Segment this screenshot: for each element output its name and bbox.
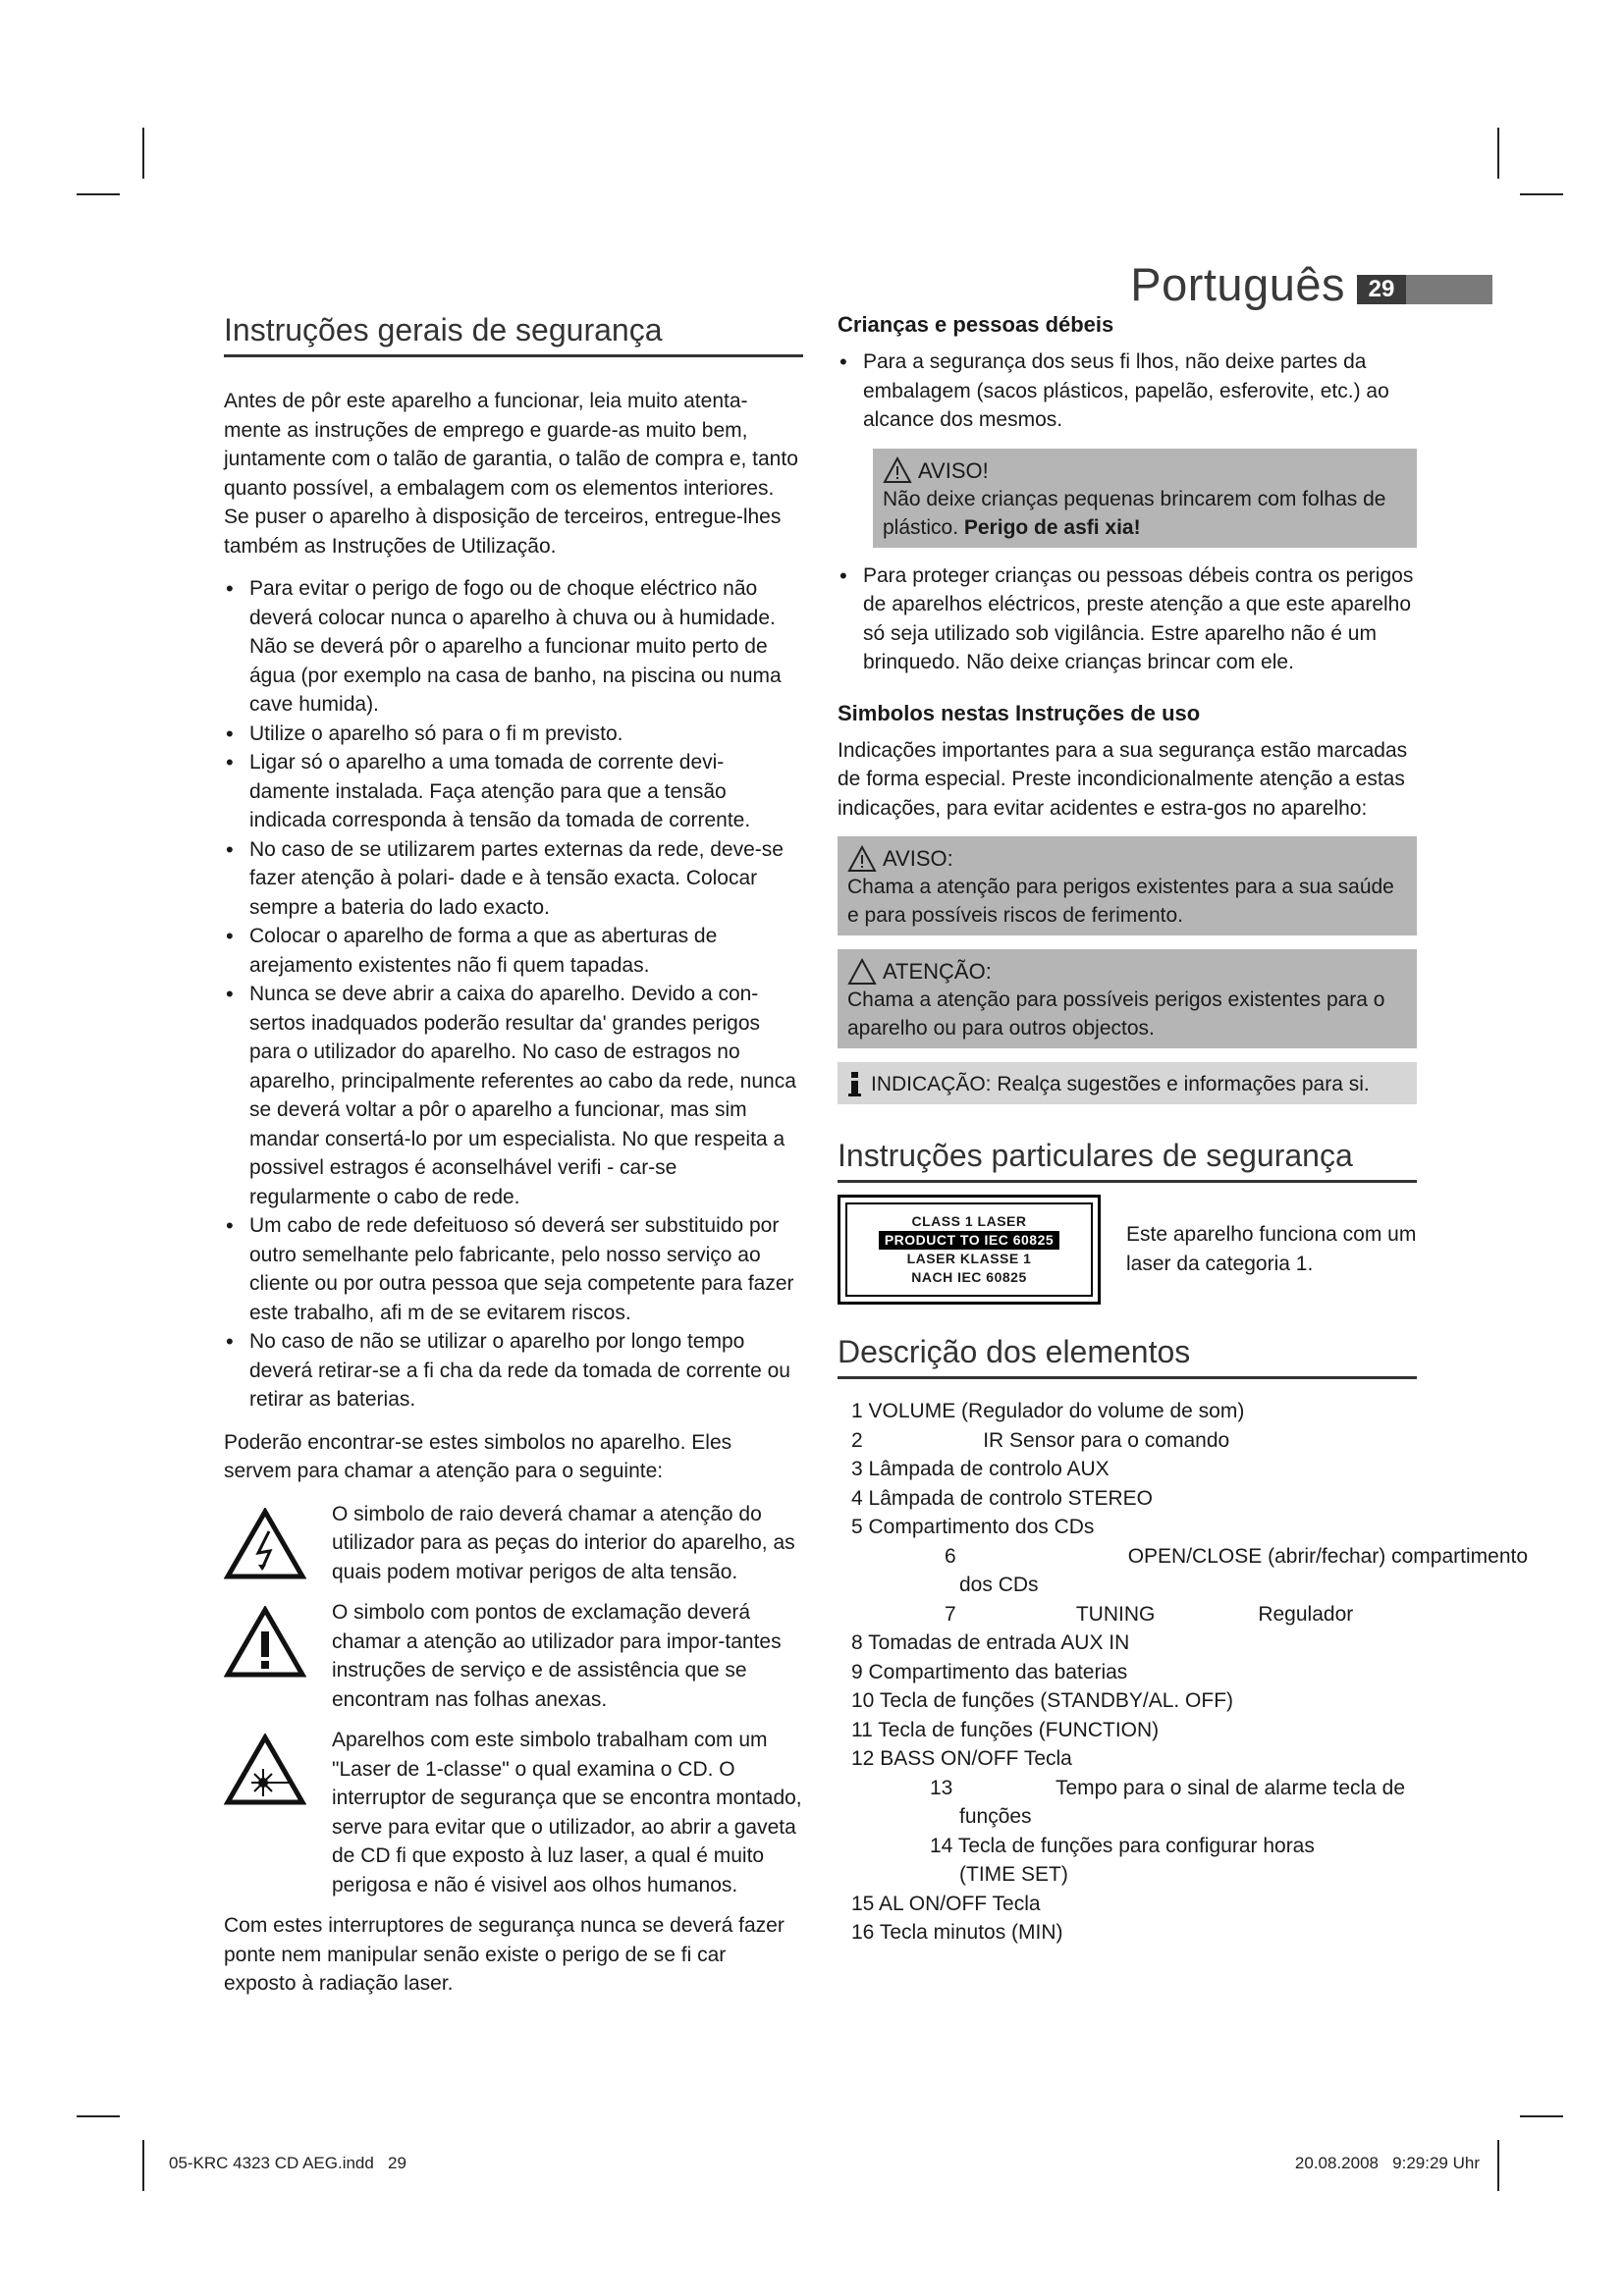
list-item: • No caso de não se utilizar o aparelho por longo tempo deverá retirar-se a fi cha da rede da tomada de corrente ou retirar as baterias. [224, 1327, 803, 1415]
list-item: 10 Tecla de funções (STANDBY/AL. OFF) [851, 1689, 1234, 1712]
list-item: • Ligar só o aparelho a uma tomada de corrente devi-damente instalada. Faça atenção para que a tensão indicada corresponda à tensão da tomada de corrente. [224, 748, 803, 835]
symbol-exclamation-row [224, 1598, 803, 1714]
list-item: 3 Lâmpada de controlo AUX [851, 1458, 1110, 1480]
general-safety-title: Instruções gerais de segurança [224, 312, 803, 357]
list-item: funções [959, 1805, 1032, 1828]
laser-warning-icon [224, 1726, 314, 1899]
footer-file-name: 05-KRC 4323 CD AEG.indd 29 [169, 2154, 406, 2172]
intro-paragraph: Antes de pôr este aparelho a funcionar, leia muito atenta-mente as instruções de emprego e guarde-as muito bem, juntamente com o talão de garantia, o talão de compra e, tanto quanto possível, a embalagem com os elementos interiores. Se puser o aparelho à disposição de terceiros, entregue-lhes também as Instruções de Utilização. [224, 390, 798, 558]
list-item: dos CDs [959, 1574, 1039, 1596]
laser-class-label [838, 1195, 1101, 1305]
list-item: 4 Lâmpada de controlo STEREO [851, 1486, 1154, 1510]
list-item: • Utilize o aparelho só para o fi m previsto. [224, 720, 803, 749]
children-bullets [838, 347, 1417, 435]
list-item: • Um cabo de rede defeituoso só deverá ser substituido por outro semelhante pelo fabricante, pelo nosso serviço ao cliente ou por outra pessoa que seja competente para fazer este trabalho, afi m de se evitarem riscos. [224, 1211, 803, 1327]
right-column [838, 312, 1529, 1948]
list-item: 14 Tecla de funções para configurar horas [930, 1834, 1315, 1857]
list-item: 1 VOLUME (Regulador do volume de som) [851, 1400, 1245, 1422]
list-item: • Para proteger crianças ou pessoas débeis contra os perigos de aparelhos eléctricos, preste atenção a que este aparelho só seja utilizado sob vigilância. Estre aparelho não é um brinquedo. Não deixe crianças brincar com ele. [838, 561, 1417, 677]
list-item: • Nunca se deve abrir a caixa do aparelho. Devido a con-sertos inadquados poderão resultar da' grandes perigos para o utilizador do aparelho. No caso de estragos no aparelho, principalmente referentes ao cabo da rede, nunca se deverá voltar a pôr o aparelho a funcionar, mas sim mandar consertá-lo por um especialista. No que respeita a possivel estragos é aconselhável verifi - car-se regularmente o cabo de rede. [224, 980, 803, 1211]
note-box [838, 1062, 1417, 1104]
list-item: 12 BASS ON/OFF Tecla [851, 1747, 1072, 1770]
list-item: 16 Tecla minutos (MIN) [851, 1921, 1063, 1944]
particular-safety-title: Instruções particulares de segurança [838, 1138, 1417, 1183]
list-item: (TIME SET) [959, 1863, 1068, 1886]
elements-list [851, 1397, 1529, 1948]
elements-title: Descrição dos elementos [838, 1334, 1417, 1379]
laser-label-line: PRODUCT TO IEC 60825 [879, 1231, 1059, 1250]
crop-mark [1497, 128, 1499, 179]
warning-title: AVISO: [883, 846, 953, 871]
warning-header [883, 456, 1407, 485]
warning-title: AVISO! [918, 457, 989, 483]
list-item: • Colocar o aparelho de forma a que as aberturas de arejamento existentes não fi quem tapadas. [224, 922, 803, 980]
list-item: 11 Tecla de funções (FUNCTION) [851, 1718, 1160, 1741]
warning-box-health [838, 836, 1417, 935]
page-language-title: Português [1130, 258, 1345, 310]
caution-header [847, 957, 1407, 986]
crop-mark [77, 2115, 120, 2117]
page-number: 29 [1357, 275, 1406, 304]
lightning-warning-icon [224, 1500, 314, 1587]
children-bullets-2 [838, 561, 1417, 677]
list-item: 13 Tempo para o sinal de alarme tecla de [930, 1776, 1406, 1799]
laser-label-line: CLASS 1 LASER [911, 1213, 1027, 1229]
caution-text: Chama a atenção para possíveis perigos existentes para o aparelho ou para outros objectos. [847, 988, 1385, 1040]
crop-mark [1520, 193, 1563, 195]
list-item: 7 TUNING Regulador [945, 1602, 1354, 1626]
laser-label-line: LASER KLASSE 1 [906, 1251, 1032, 1266]
list-item: • Para a segurança dos seus fi lhos, não deixe partes da embalagem (sacos plásticos, papelão, esferovite, etc.) ao alcance dos mesmos. [838, 347, 1417, 435]
symbol-exclamation-text: O simbolo com pontos de exclamação deverá chamar a atenção ao utilizador para impor-tantes instruções de serviço e de assistência que se encontram nas folhas anexas. [332, 1601, 782, 1711]
note-title: INDICAÇÃO: [871, 1073, 992, 1095]
crop-mark [77, 193, 120, 195]
info-icon [847, 1072, 863, 1097]
symbol-laser-text: Aparelhos com este simbolo trabalham com um "Laser de 1-classe" o qual examina o CD. O interruptor de segurança que se encontra montado, serve para evitar que o utilizador, ao abrir a gaveta de CD fi que exposto à luz laser, a qual é muito perigosa e não é visivel aos olhos humanos. [332, 1729, 802, 1896]
symbol-laser-row [224, 1726, 803, 1899]
warning-emphasis: Perigo de asfi xia! [963, 515, 1141, 539]
warning-triangle-icon [847, 845, 877, 873]
list-item: 2 IR Sensor para o comando [851, 1428, 1230, 1452]
crop-mark [1497, 2140, 1499, 2191]
warning-text: Não deixe crianças pequenas brincarem com folhas de plástico. [883, 487, 1386, 539]
exclamation-warning-icon [224, 1598, 314, 1714]
symbols-paragraph: Indicações importantes para a sua segurança estão marcadas de forma especial. Preste incondicionalmente atenção a estas indicações, para evitar acidentes e estra-gos no aparelho: [838, 738, 1408, 820]
list-item: 9 Compartimento das baterias [851, 1660, 1128, 1683]
left-column [224, 312, 803, 2012]
list-item: 6 OPEN/CLOSE (abrir/fechar) compartimento [945, 1544, 1529, 1568]
footer-timestamp: 20.08.2008 9:29:29 Uhr [1294, 2154, 1480, 2172]
caution-title: ATENÇÃO: [883, 959, 992, 984]
crop-mark [142, 128, 144, 179]
crop-mark [142, 2140, 144, 2191]
laser-description: Este aparelho funciona com um laser da categoria 1. [1126, 1223, 1417, 1275]
warning-box-suffocation [873, 449, 1417, 548]
warning-header [847, 844, 1407, 873]
warning-text: Chama a atenção para perigos existentes para a sua saúde e para possíveis riscos de ferimento. [847, 876, 1394, 927]
page-number-bar [1406, 275, 1492, 304]
symbols-intro: Poderão encontrar-se estes simbolos no aparelho. Eles servem para chamar a atenção para o seguinte: [224, 1430, 732, 1482]
list-item: 5 Compartimento dos CDs [851, 1516, 1095, 1538]
crop-mark [1520, 2115, 1563, 2117]
symbols-heading: Simbolos nestas Instruções de uso [838, 700, 1201, 725]
caution-triangle-icon [847, 958, 877, 986]
symbol-lightning-row [224, 1500, 803, 1587]
list-item: • Para evitar o perigo de fogo ou de choque eléctrico não deverá colocar nunca o aparelho à chuva ou à humidade. Não se deverá pôr o aparelho a funcionar muito perto de água (por exemplo na casa de banho, na piscina ou numa cave humida). [224, 574, 803, 720]
list-item: 8 Tomadas de entrada AUX IN [851, 1631, 1130, 1654]
laser-label-line: NACH IEC 60825 [911, 1269, 1027, 1285]
closing-paragraph: Com estes interruptores de segurança nunca se deverá fazer ponte nem manipular senão existe o perigo de se fi car exposto à radiação laser. [224, 1914, 785, 1995]
safety-bullet-list [224, 574, 803, 1415]
children-heading: Crianças e pessoas débeis [838, 312, 1114, 337]
list-item: 15 AL ON/OFF Tecla [851, 1892, 1041, 1915]
list-item: • No caso de se utilizarem partes externas da rede, deve-se fazer atenção à polari- dade e à tensão exacta. Colocar sempre a bateria do lado exacto. [224, 835, 803, 923]
warning-triangle-icon [883, 456, 912, 484]
laser-row [838, 1195, 1417, 1305]
caution-box [838, 949, 1417, 1048]
symbol-lightning-text: O simbolo de raio deverá chamar a atenção do utilizador para as peças do interior do aparelho, as quais podem motivar perigos de alta tensão. [332, 1502, 795, 1583]
note-text: Realça sugestões e informações para si. [991, 1073, 1370, 1095]
